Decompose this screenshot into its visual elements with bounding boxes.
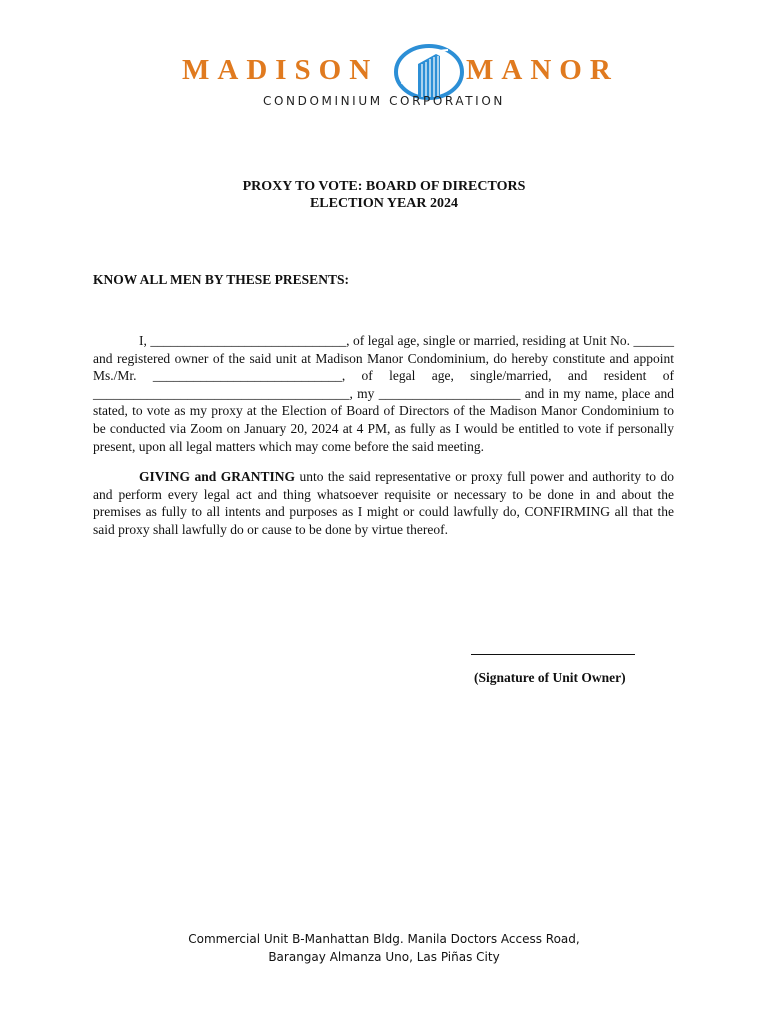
title-line-1: PROXY TO VOTE: BOARD OF DIRECTORS — [242, 179, 526, 194]
brand-word-left: MADISON — [182, 54, 379, 86]
paragraph-2-text: unto the said representative or proxy full power and authority to do and perform every legal act and thing whatsoever requisite or necessary to be done in and about the premises as fully to all intents and purposes as I might or could lawfully do, CONFIRMING all that the said proxy shall lawfully do or cause to be done by virtue thereof. — [93, 469, 674, 537]
paragraph-granting — [93, 468, 674, 538]
paragraph-appointment — [93, 332, 674, 455]
paragraph-1-text: I, _____________________________, of legal age, single or married, residing at Unit No. ______ and registered owner of the said unit at Madison Manor Condominium, do hereby constitute and appoint Ms./Mr. ____________________________, of legal age, single/married, and resident of ______________________________________, my _____________________ and in my name, place and stated, to vote as my proxy at the Election of Board of Directors of the Madison Manor Condominium to be conducted via Zoom on January 20, 2024 at 4 PM, as fully as I would be entitled to vote if personally present, upon all legal matters which may come before the said meeting. — [93, 333, 674, 454]
footer-line-2: Barangay Almanza Uno, Las Piñas City — [268, 950, 500, 964]
document-title — [0, 178, 768, 212]
footer-line-1: Commercial Unit B-Manhattan Bldg. Manila Doctors Access Road, — [188, 932, 580, 946]
signature-line — [471, 654, 635, 655]
brand-subtitle: CONDOMINIUM CORPORATION — [263, 94, 505, 108]
footer-address — [0, 930, 768, 966]
building-ring-logo-icon — [392, 42, 466, 102]
section-heading: KNOW ALL MEN BY THESE PRESENTS: — [93, 272, 349, 287]
signature-label: (Signature of Unit Owner) — [474, 670, 626, 685]
title-line-2: ELECTION YEAR 2024 — [309, 196, 459, 211]
paragraph-2-bold: GIVING and GRANTING — [139, 469, 295, 484]
brand-word-right: MANOR — [466, 54, 619, 86]
